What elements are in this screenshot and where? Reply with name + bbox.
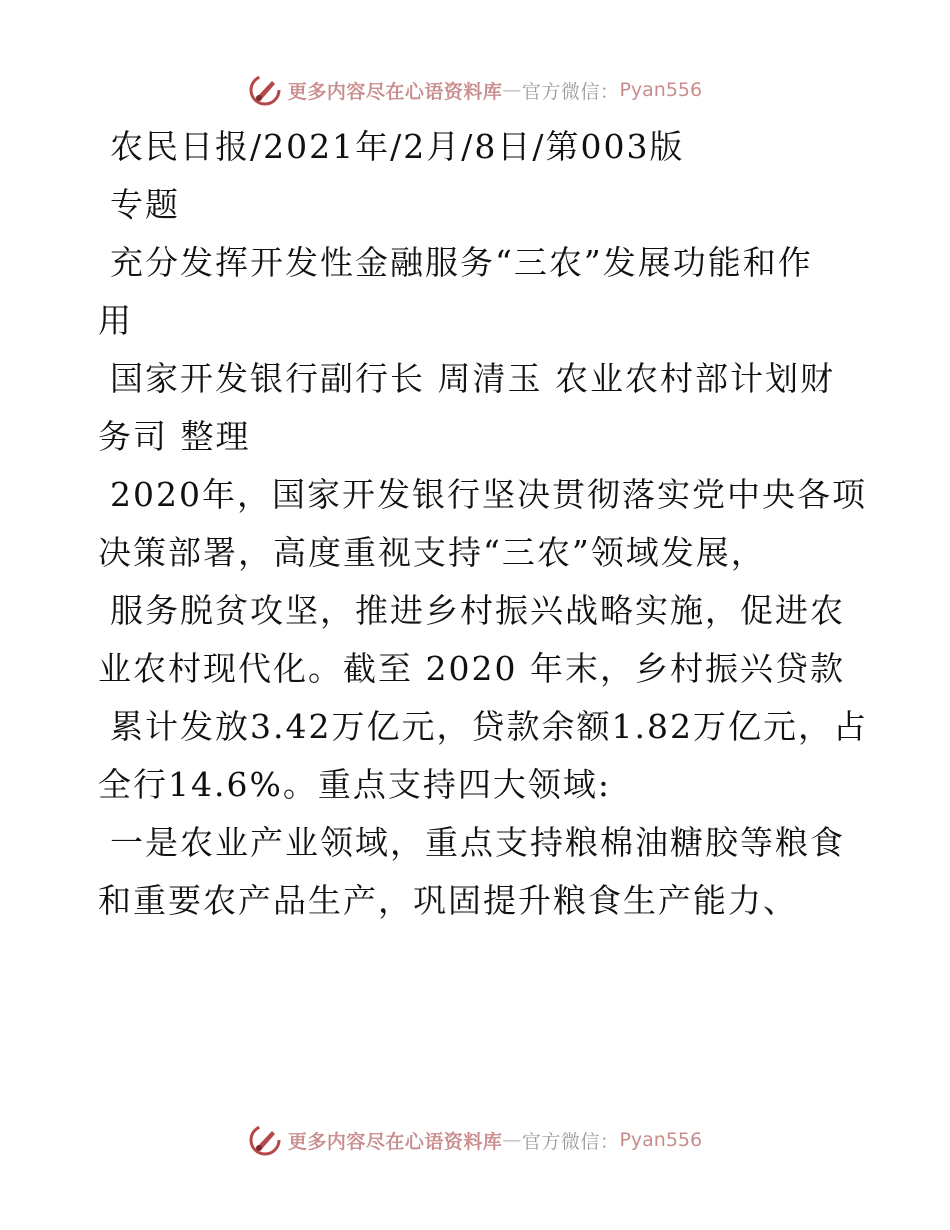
article-paragraph-line: 和重要农产品生产，巩固提升粮食生产能力、 xyxy=(98,881,798,920)
article-paragraph-line: 决策部署，高度重视支持“三农”领域发展， xyxy=(98,533,766,572)
article-source-line: 农民日报/2021年/2月/8日/第003版 xyxy=(110,127,685,166)
watermark-dash: — xyxy=(502,1129,522,1151)
header-watermark-banner xyxy=(0,68,950,112)
article-paragraph-line: 一是农业产业领域，重点支持粮棉油糖胶等粮食 xyxy=(110,823,845,862)
brush-seal-icon xyxy=(248,1123,282,1157)
watermark-wechat-label: 官方微信： xyxy=(521,80,620,103)
watermark-wechat-label: 官方微信： xyxy=(521,1130,620,1153)
article-body xyxy=(98,118,868,930)
article-author-line-2: 务司 整理 xyxy=(98,417,251,456)
article-paragraph-line: 服务脱贫攻坚，推进乡村振兴战略实施，促进农 xyxy=(110,591,845,630)
article-section-label: 专题 xyxy=(110,185,180,224)
article-title-line-2: 用 xyxy=(98,301,133,340)
article-paragraph-line: 全行14.6%。重点支持四大领域: xyxy=(98,765,611,804)
article-author-line-1: 国家开发银行副行长 周清玉 农业农村部计划财 xyxy=(110,359,835,398)
article-paragraph-line: 业农村现代化。截至 2020 年末，乡村振兴贷款 xyxy=(98,649,845,688)
article-paragraph-line: 2020年，国家开发银行坚决贯彻落实党中央各项 xyxy=(110,475,867,514)
article-title-line-1: 充分发挥开发性金融服务“三农”发展功能和作 xyxy=(110,243,813,282)
article-paragraph-line: 累计发放3.42万亿元，贷款余额1.82万亿元，占 xyxy=(110,707,868,746)
watermark-dash: — xyxy=(502,79,522,101)
watermark-text: 更多内容尽在心语资料库 xyxy=(287,80,503,103)
watermark-wechat-id: Pyan556 xyxy=(619,79,703,101)
watermark-text: 更多内容尽在心语资料库 xyxy=(287,1130,503,1153)
brush-seal-icon xyxy=(248,73,282,107)
footer-watermark-banner xyxy=(0,1118,950,1162)
watermark-wechat-id: Pyan556 xyxy=(619,1129,703,1151)
